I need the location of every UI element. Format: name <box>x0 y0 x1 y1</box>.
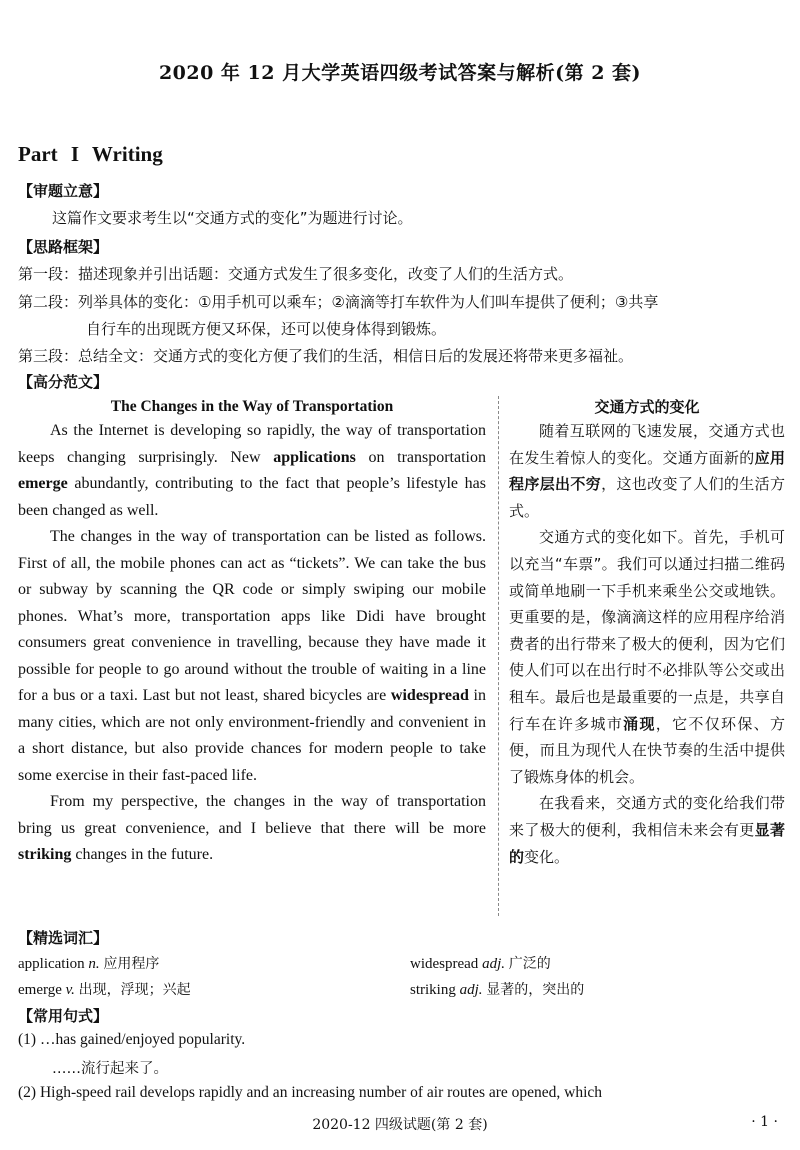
framework-line-2: 第二段：列举具体的变化：①用手机可以乘车；②滴滴等打车软件为人们叫车提供了便利；③共享 <box>18 293 659 311</box>
vocab-item: widespread adj. 广泛的 <box>410 956 551 972</box>
vocab-item: application n. 应用程序 <box>18 956 160 972</box>
topic-text: 这篇作文要求考生以“交通方式的变化”为题进行讨论。 <box>52 209 413 227</box>
essay-english <box>18 396 486 869</box>
essay-en-paragraph-2: The changes in the way of transportation can be listed as follows. First of all, the mobile phones can act as “tickets”. We can take the bus or subway by scanning the QR code or simply swiping our mobile phones. What’s more, transportation apps like Didi have brought consumers great convenience in travelling, because they have made it possible for people to go around without the trouble of waiting in a line for a bus or a taxi. Last but not least, shared bicycles are widespread in many cities, which are not only environment-friendly and convenient in a short distance, but also provide chances for modern people to take some exercise in their fast-paced life. <box>18 528 486 784</box>
vocab-item: striking adj. 显著的，突出的 <box>410 982 585 998</box>
page-footer: 2020-12 四级试题(第 2 套) <box>312 1117 488 1133</box>
sentence-2: (2) High-speed rail develops rapidly and an increasing number of air routes are opened, which <box>18 1084 603 1101</box>
section-heading-model: 【高分范文】 <box>18 373 109 391</box>
section-heading-topic: 【审题立意】 <box>18 182 109 200</box>
essay-zh-paragraph-3: 在我看来，交通方式的变化给我们带来了极大的便利，我相信未来会有更显著的变化。 <box>509 794 785 866</box>
keyword-widespread: widespread <box>390 687 469 704</box>
framework-line-1: 第一段：描述现象并引出话题：交通方式发生了很多变化，改变了人们的生活方式。 <box>18 265 574 283</box>
framework-line-3: 第三段：总结全文：交通方式的变化方便了我们的生活，相信日后的发展还将带来更多福祉。 <box>18 347 634 365</box>
essay-en-paragraph-3: From my perspective, the changes in the way of transportation bring us great convenience, and I believe that there will be more striking changes in the future. <box>18 793 486 863</box>
column-divider <box>498 396 499 916</box>
keyword-applications: applications <box>273 448 356 466</box>
section-heading-framework: 【思路框架】 <box>18 238 109 256</box>
essay-zh-paragraph-1: 随着互联网的飞速发展，交通方式也在发生着惊人的变化。交通方面新的应用程序层出不穷，这也改变了人们的生活方式。 <box>509 422 785 520</box>
page-title: 2020 年 12 月大学英语四级考试答案与解析(第 2 套) <box>158 62 642 84</box>
vocab-item: emerge v. 出现，浮现；兴起 <box>18 982 191 998</box>
part-heading: Part I Writing <box>18 142 163 166</box>
framework-line-2-cont: 自行车的出现既方便又环保，还可以使身体得到锻炼。 <box>86 320 447 338</box>
essay-zh-paragraph-2: 交通方式的变化如下。首先，手机可以充当“车票”。我们可以通过扫描二维码或简单地刷一下手机来乘坐公交或地铁。更重要的是，像滴滴这样的应用程序给消费者的出行带来了极大的便利，因为它们使人们可以在出行时不必排队等公交或出租车。最后也是最重要的一点是，共享自行车在许多城市涌现，它不仅环保、方便，而且为现代人在快节奏的生活中提供了锻炼身体的机会。 <box>509 528 785 786</box>
keyword-striking: striking <box>18 846 72 863</box>
sentence-1-translation: ……流行起来了。 <box>52 1061 168 1077</box>
section-heading-vocab: 【精选词汇】 <box>18 929 109 947</box>
essay-chinese <box>509 396 785 870</box>
essay-en-paragraph-1: As the Internet is developing so rapidly, the way of transportation keeps changing surprisingly. New applications on transportation emerge abundantly, contributing to the fact that people’s lifestyle has been changed as well. <box>18 422 486 519</box>
section-heading-sentences: 【常用句式】 <box>18 1007 109 1025</box>
keyword-emerge: emerge <box>18 475 68 492</box>
page-number: · 1 · <box>751 1114 778 1130</box>
essay-zh-title: 交通方式的变化 <box>594 398 700 416</box>
sentence-1: (1) …has gained/enjoyed popularity. <box>18 1031 246 1048</box>
essay-en-title: The Changes in the Way of Transportation <box>110 398 394 415</box>
